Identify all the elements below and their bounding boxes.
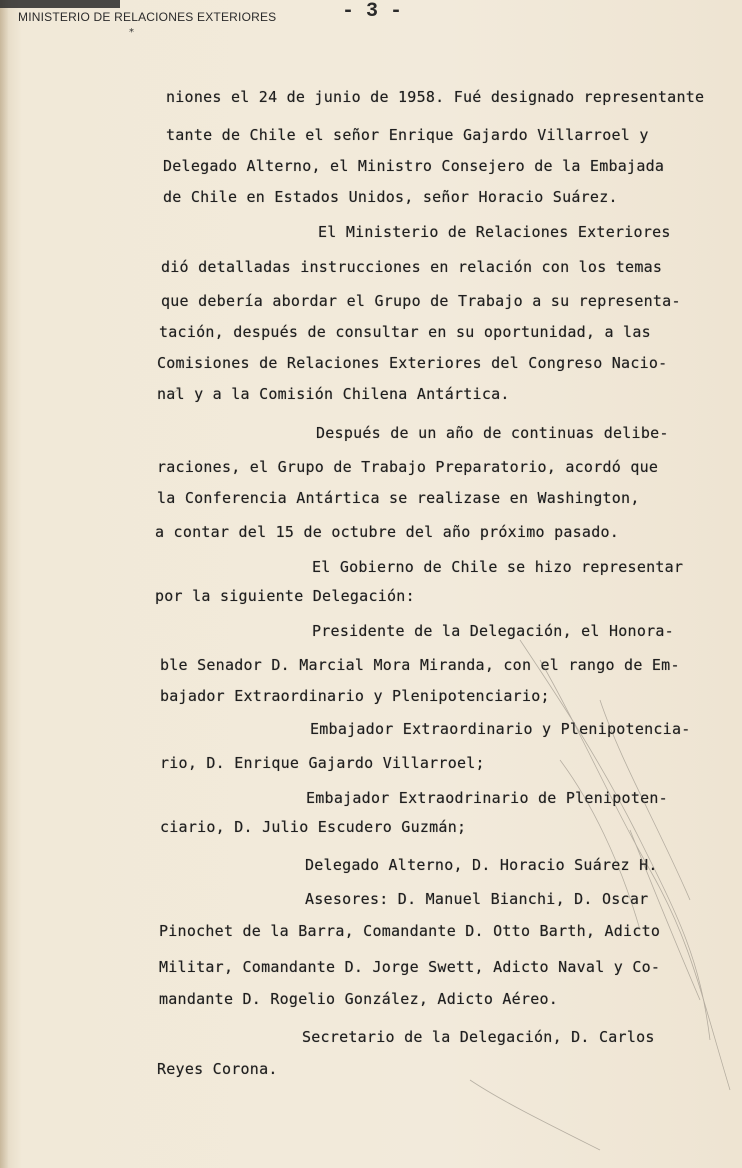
text-line: El Ministerio de Relaciones Exteriores [318, 223, 671, 241]
text-line: Delegado Alterno, D. Horacio Suárez H. [305, 856, 658, 874]
text-line: ble Senador D. Marcial Mora Miranda, con el rango de Em- [160, 656, 680, 674]
text-line: mandante D. Rogelio González, Adicto Aéreo. [159, 990, 559, 1008]
text-line: la Conferencia Antártica se realizase en Washington, [157, 489, 640, 507]
page-number: - 3 - [342, 0, 403, 23]
text-line: niones el 24 de junio de 1958. Fué designado representante [166, 88, 705, 106]
text-line: Secretario de la Delegación, D. Carlos [302, 1028, 655, 1046]
text-line: Comisiones de Relaciones Exteriores del Congreso Nacio- [157, 354, 668, 372]
text-line: dió detalladas instrucciones en relación con los temas [161, 258, 663, 276]
header-asterisk: * [129, 27, 134, 38]
text-line: Embajador Extraodrinario de Plenipoten- [306, 789, 668, 807]
text-line: Presidente de la Delegación, el Honora- [312, 622, 674, 640]
text-line: nal y a la Comisión Chilena Antártica. [157, 385, 510, 403]
text-line: tación, después de consultar en su oportunidad, a las [159, 323, 651, 341]
text-line: Militar, Comandante D. Jorge Swett, Adicto Naval y Co- [159, 958, 661, 976]
text-line: tante de Chile el señor Enrique Gajardo Villarroel y [166, 126, 649, 144]
text-line: a contar del 15 de octubre del año próximo pasado. [155, 523, 620, 541]
text-line: ciario, D. Julio Escudero Guzmán; [160, 818, 467, 836]
text-line: Pinochet de la Barra, Comandante D. Otto Barth, Adicto [159, 922, 661, 940]
text-line: Delegado Alterno, el Ministro Consejero de la Embajada [163, 157, 665, 175]
text-line: bajador Extraordinario y Plenipotenciario; [160, 687, 550, 705]
text-line: El Gobierno de Chile se hizo representar [312, 558, 684, 576]
text-line: Asesores: D. Manuel Bianchi, D. Oscar [305, 890, 649, 908]
text-line: por la siguiente Delegación: [155, 587, 415, 605]
text-line: Reyes Corona. [157, 1060, 278, 1078]
text-line: Después de un año de continuas delibe- [316, 424, 669, 442]
text-line: raciones, el Grupo de Trabajo Preparatorio, acordó que [157, 458, 659, 476]
text-line: que debería abordar el Grupo de Trabajo a su representa- [161, 292, 681, 310]
ministry-header: MINISTERIO DE RELACIONES EXTERIORES [18, 10, 277, 24]
text-line: de Chile en Estados Unidos, señor Horacio Suárez. [163, 188, 618, 206]
text-line: Embajador Extraordinario y Plenipotencia- [310, 720, 691, 738]
text-line: rio, D. Enrique Gajardo Villarroel; [160, 754, 485, 772]
